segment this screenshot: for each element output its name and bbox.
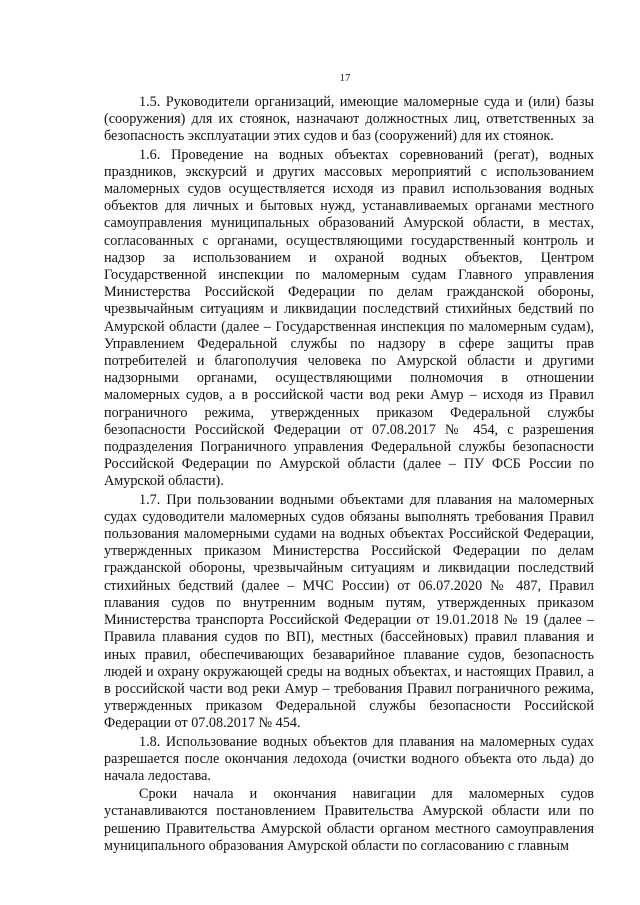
page-number: 17 bbox=[339, 72, 351, 84]
paragraph-1-5: 1.5. Руководители организаций, имеющие маломерные суда и (или) базы (сооружения) для их стоянок, назначают должностных лиц, ответственных за безопасность эксплуатации этих судов и баз (сооружений) для их стоянок. bbox=[104, 94, 594, 145]
paragraph-1-6: 1.6. Проведение на водных объектах соревнований (регат), водных праздников, экскурсий и других массовых мероприятий с использованием маломерных судов осуществляется исходя из правил использования водных объектов для личных и бытовых нужд, устанавливаемых органами местного самоуправления муниципальных образований Амурской области, в местах, согласованных с органами, осуществляющими государственный контроль и надзор за использованием и охраной водных объектов, Центром Государственной инспекции по маломерным судам Главного управления Министерства Российской Федерации по делам гражданской обороны, чрезвычайным ситуациям и ликвидации последствий стихийных бедствий по Амурской области (далее – Государственная инспекция по маломерным судам), Управлением Федеральной службы по надзору в сфере защиты прав потребителей и благополучия человека по Амурской области и другими надзорными органами, осуществляющими полномочия в отношении маломерных судов, а в российской части вод реки Амур – исходя из Правил пограничного режима, утвержденных приказом Федеральной службы безопасности Российской Федерации от 07.08.2017 № 454, с разрешения подразделения Пограничного управления Федеральной службы безопасности Российской Федерации по Амурской области (далее – ПУ ФСБ России по Амурской области). bbox=[104, 146, 594, 490]
paragraph-1-7: 1.7. При пользовании водными объектами для плавания на маломерных судах судоводители маломерных судов обязаны выполнять требования Правил пользования маломерными судами на водных объектах Российской Федерации, утвержденных приказом Министерства Российской Федерации по делам гражданской обороны, чрезвычайным ситуациям и ликвидации последствий стихийных бедствий (далее – МЧС России) от 06.07.2020 № 487, Правил плавания судов по внутренним водным путям, утвержденных приказом Министерства транспорта Российской Федерации от 19.01.2018 № 19 (далее – Правила плавания судов по ВП), местных (бассейновых) правил плавания и иных правил, обеспечивающих безаварийное плавание судов, безопасность людей и охрану окружающей среды на водных объектах, и настоящих Правил, а в российской части вод реки Амур – требования Правил пограничного режима, утвержденных приказом Федеральной службы безопасности Российской Федерации от 07.08.2017 № 454. bbox=[104, 491, 594, 732]
paragraph-navigation-dates: Сроки начала и окончания навигации для маломерных судов устанавливаются постановлением Правительства Амурской области или по решению Правительства Амурской области органом местного самоуправления муниципального образования Амурской области по согласованию с главным bbox=[104, 786, 594, 854]
paragraph-1-8: 1.8. Использование водных объектов для плавания на маломерных судах разрешается после окончания ледохода (очистки водного объекта ото льда) до начала ледостава. bbox=[104, 733, 594, 784]
document-body bbox=[104, 94, 594, 856]
